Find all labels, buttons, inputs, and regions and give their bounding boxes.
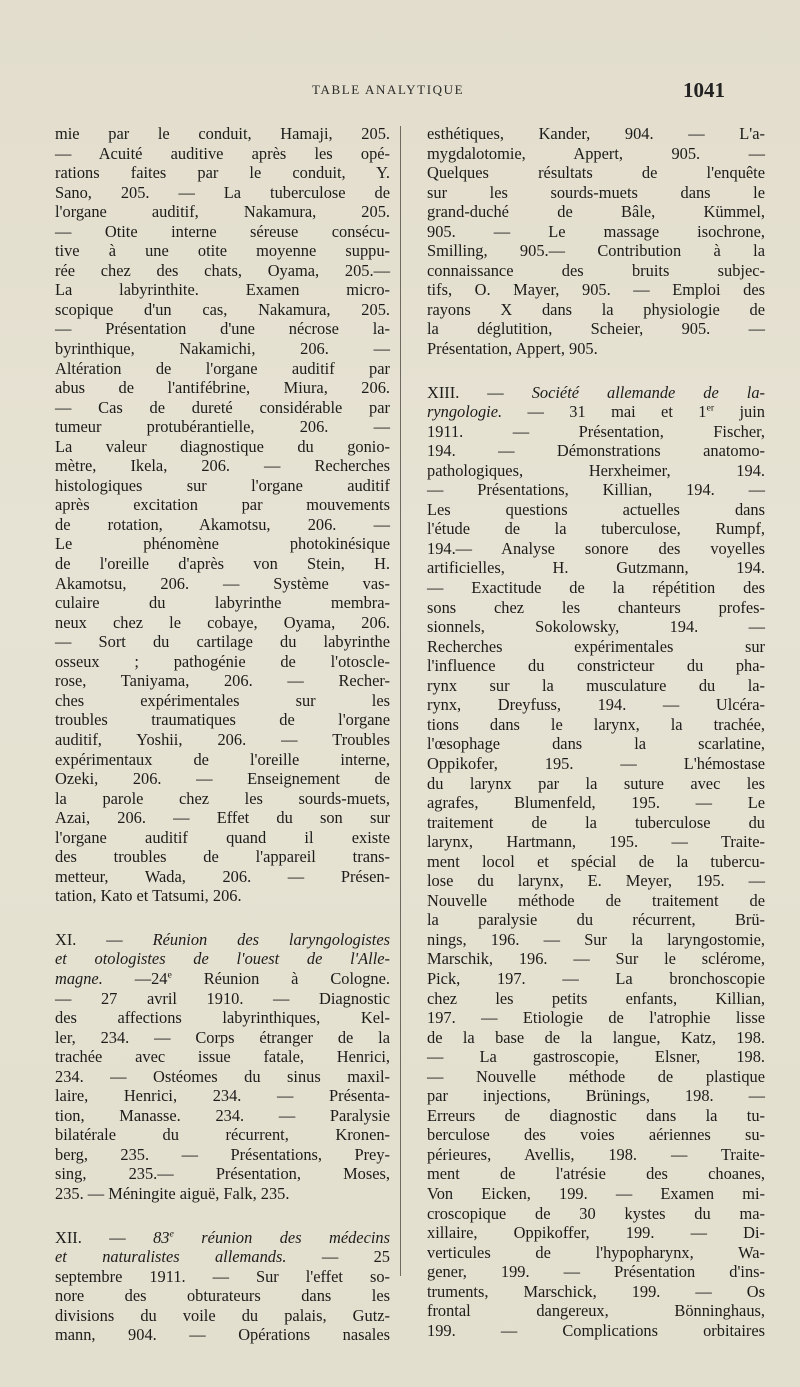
section-heading-line [55,969,390,989]
text-line: de l'oreille d'après von Stein, H. [55,554,390,574]
text-line: divisions du voile du palais, Gutz- [55,1305,390,1325]
text-line: Oppikofer, 195. — L'hémostase [427,753,765,773]
section-title: Réunion des laryngologistes [152,929,390,949]
text-line: Marschik, 196. — Sur le sclérome, [427,949,765,969]
section-numeral: XI. — [55,929,123,949]
text-line: 905. — Le massage isochrone, [427,221,765,241]
text-line: Le phénomène photokinésique [55,534,390,554]
section-xii [55,1228,390,1345]
text-line: — 27 avril 1910. — Diagnostic [55,988,390,1008]
text-line: mie par le conduit, Hamaji, 205. [55,124,390,143]
page-number: 1041 [683,78,725,102]
text-line: Nouvelle méthode de traitement de [427,890,765,910]
text-line: ment de l'atrésie des choanes, [427,1164,765,1184]
text-line: ches expérimentales sur les [55,690,390,710]
section-xi [55,930,390,1204]
text-line: tumeur protubérantielle, 206. — [55,417,390,437]
text-line: l'influence du constricteur du pha- [427,656,765,676]
section-title: Société allemande de la- [531,382,765,402]
text-line: tions dans le larynx, la trachée, [427,714,765,734]
text-line: culaire du labyrinthe membra- [55,593,390,613]
right-paragraph-1 [427,124,765,359]
text-line: lose du larynx, E. Meyer, 195. — [427,871,765,891]
text-line: byrinthique, Nakamichi, 206. — [55,339,390,359]
text-line: esthétiques, Kander, 904. — L'a- [427,124,765,143]
text-line: xillaire, Oppikoffer, 199. — Di- [427,1223,765,1243]
text-line: — La gastroscopie, Elsner, 198. [427,1047,765,1067]
text-line: Présentation, Appert, 905. [427,339,598,359]
section-title: et naturalistes allemands. [55,1247,287,1267]
text-line: artificielles, H. Gutzmann, 194. [427,558,765,578]
text-line: ment locol et spécial de la tubercu- [427,851,765,871]
text-line: 199. — Complications orbitaires [427,1320,765,1340]
section-title: ryngologie. [427,402,503,422]
text-line: Pick, 197. — La bronchoscopie [427,968,765,988]
text-line: gener, 199. — Présentation d'ins- [427,1262,765,1282]
superscript: e [167,969,172,981]
right-column [427,124,765,1340]
section-gap [427,359,765,383]
text-line: — Cas de dureté considérable par [55,397,390,417]
text-line: rayons X dans la physiologie de [427,299,765,319]
column-divider [400,126,401,1276]
text-line: — Exactitude de la répétition des [427,578,765,598]
text-line: laire, Henrici, 234. — Présenta- [55,1086,390,1106]
text-line: Sano, 205. — La tuberculose de [55,182,390,202]
text-line: de rotation, Akamotsu, 206. — [55,514,390,534]
section-heading-line [55,949,390,969]
text-line: — Otite interne séreuse consécu- [55,221,390,241]
text-line: chez les petits enfants, Killian, [427,988,765,1008]
text-line: tion, Manasse. 234. — Paralysie [55,1105,390,1125]
meeting-date-rest: juin [714,402,765,422]
text-line: l'organe auditif quand il existe [55,827,390,847]
text-line: metteur, Wada, 206. — Présen- [55,866,390,886]
text-line: de la base de la langue, Katz, 198. [427,1027,765,1047]
text-line: la déglutition, Scheier, 905. — [427,319,765,339]
section-title-rest: réunion des médecins [173,1227,390,1247]
text-line: l'œsophage dans la scarlatine, [427,734,765,754]
text-line: sionnels, Sokolowsky, 194. — [427,617,765,637]
text-line: septembre 1911. — Sur l'effet so- [55,1266,390,1286]
text-line: connaissance des bruits subjec- [427,260,765,280]
text-line: rations faites par le conduit, Y. [55,163,390,183]
text-line: tive à une otite moyenne suppu- [55,241,390,261]
text-line: rée chez des chats, Oyama, 205.— [55,260,390,280]
text-line: rynx sur la musculature du la- [427,675,765,695]
running-title: TABLE ANALYTIQUE [312,82,465,97]
text-line: la parole chez les sourds-muets, [55,788,390,808]
text-line: des troubles de l'appareil trans- [55,847,390,867]
text-line: Akamotsu, 206. — Système vas- [55,573,390,593]
text-line: Von Eicken, 199. — Examen mi- [427,1183,765,1203]
text-line: mann, 904. — Opérations nasales [55,1325,390,1345]
text-line: neux chez le cobaye, Oyama, 206. [55,612,390,632]
text-line: — Acuité auditive après les opé- [55,143,390,163]
text-line: sons chez les chanteurs profes- [427,597,765,617]
text-line: Azai, 206. — Effet du son sur [55,808,390,828]
text-line: Ozeki, 206. — Enseignement de [55,769,390,789]
section-gap [55,906,390,930]
text-line: — Présentations, Killian, 194. — [427,480,765,500]
text-line: la paralysie du récurrent, Brü- [427,910,765,930]
section-numeral: XII. — [55,1227,126,1247]
text-line: berculose des voies aériennes su- [427,1125,765,1145]
meeting-date: — 25 [286,1247,390,1267]
superscript: er [706,402,715,414]
text-line: périeures, Avellis, 198. — Traite- [427,1144,765,1164]
text-line: nore des obturateurs dans les [55,1286,390,1306]
text-line: grand-duché de Bâle, Kümmel, [427,202,765,222]
text-line: 234. — Ostéomes du sinus maxil- [55,1066,390,1086]
text-line: Les questions actuelles dans [427,499,765,519]
text-line: l'organe auditif, Nakamura, 205. [55,202,390,222]
text-line: 194.— Analyse sonore des voyelles [427,538,765,558]
text-line: sur les sourds-muets dans le [427,182,765,202]
text-line: mygdalotomie, Appert, 905. — [427,143,765,163]
text-line: osseux ; pathogénie de l'otoscle- [55,651,390,671]
text-line: des affections labyrinthiques, Kel- [55,1008,390,1028]
meeting-ordinal: 83 [153,1227,170,1247]
text-line: truments, Marschick, 199. — Os [427,1281,765,1301]
text-line: frontal dangereux, Bönninghaus, [427,1301,765,1321]
meeting-date: — 31 mai et 1 [502,402,707,422]
text-line: du larynx par la suture avec les [427,773,765,793]
text-line: Quelques résultats de l'enquête [427,163,765,183]
text-line: 235. — Méningite aiguë, Falk, 235. [55,1183,290,1203]
section-heading-line [55,1228,390,1248]
text-line: La labyrinthite. Examen micro- [55,280,390,300]
text-line: — Présentation d'une nécrose la- [55,319,390,339]
text-line: bilatérale du récurrent, Kronen- [55,1125,390,1145]
text-line: tation, Kato et Tatsumi, 206. [55,886,242,906]
section-heading-line [427,402,765,422]
text-line: mètre, Ikela, 206. — Recherches [55,456,390,476]
left-column [55,124,390,1345]
text-line: par injections, Brünings, 198. — [427,1086,765,1106]
text-line: après excitation par mouvements [55,495,390,515]
left-paragraph-1 [55,124,390,906]
text-line: trachée avec issue fatale, Henrici, [55,1047,390,1067]
text-line: Erreurs de diagnostic dans la tu- [427,1105,765,1125]
section-title: et otologistes de l'ouest de l'Alle- [55,949,390,969]
text-line: troubles traumatiques de l'organe [55,710,390,730]
section-heading-line [427,383,765,403]
section-gap [55,1204,390,1228]
text-line: scopique d'un cas, Nakamura, 205. [55,299,390,319]
text-line: traitement de la tuberculose du [427,812,765,832]
text-line: l'étude de la tuberculose, Rumpf, [427,519,765,539]
text-line: nings, 196. — Sur la laryngostomie, [427,929,765,949]
section-title: magne. [55,968,103,988]
text-line: Recherches expérimentales sur [427,636,765,656]
text-line: rynx, Dreyfuss, 194. — Ulcéra- [427,695,765,715]
section-title [153,1228,390,1247]
text-line: 194. — Démonstrations anatomo- [427,441,765,461]
text-line: tifs, O. Mayer, 905. — Emploi des [427,280,765,300]
text-line: croscopique de 30 kystes du ma- [427,1203,765,1223]
text-line: pathologiques, Herxheimer, 194. [427,460,765,480]
text-line: verticules de l'hypopharynx, Wa- [427,1242,765,1262]
page-header [0,78,800,106]
text-line: larynx, Hartmann, 195. — Traite- [427,832,765,852]
text-line: Altération de l'organe auditif par [55,358,390,378]
text-line: abus de l'antifébrine, Miura, 206. [55,378,390,398]
text-line: rose, Taniyama, 206. — Recher- [55,671,390,691]
text-line: auditif, Yoshii, 206. — Troubles [55,729,390,749]
section-heading-line [55,1247,390,1267]
text-line: sing, 235.— Présentation, Moses, [55,1164,390,1184]
text-line: ler, 234. — Corps étranger de la [55,1027,390,1047]
section-numeral: XIII. — [427,382,504,402]
text-line: 197. — Etiologie de l'atrophie lisse [427,1008,765,1028]
text-line: La valeur diagnostique du gonio- [55,436,390,456]
section-xiii [427,383,765,1341]
text-line: berg, 235. — Présentations, Prey- [55,1144,390,1164]
text-line: — Nouvelle méthode de plastique [427,1066,765,1086]
text-line: — Sort du cartilage du labyrinthe [55,632,390,652]
superscript: e [169,1228,174,1240]
text-line: Smilling, 905.— Contribution à la [427,241,765,261]
text-line: 1911. — Présentation, Fischer, [427,421,765,441]
meeting-place: Réunion à Cologne. [171,968,390,988]
text-line: agrafes, Blumenfeld, 195. — Le [427,793,765,813]
text-line: histologiques sur l'organe auditif [55,475,390,495]
meeting-number: —24 [134,968,168,988]
section-heading-line [55,930,390,950]
text-line: expérimentaux de l'oreille interne, [55,749,390,769]
